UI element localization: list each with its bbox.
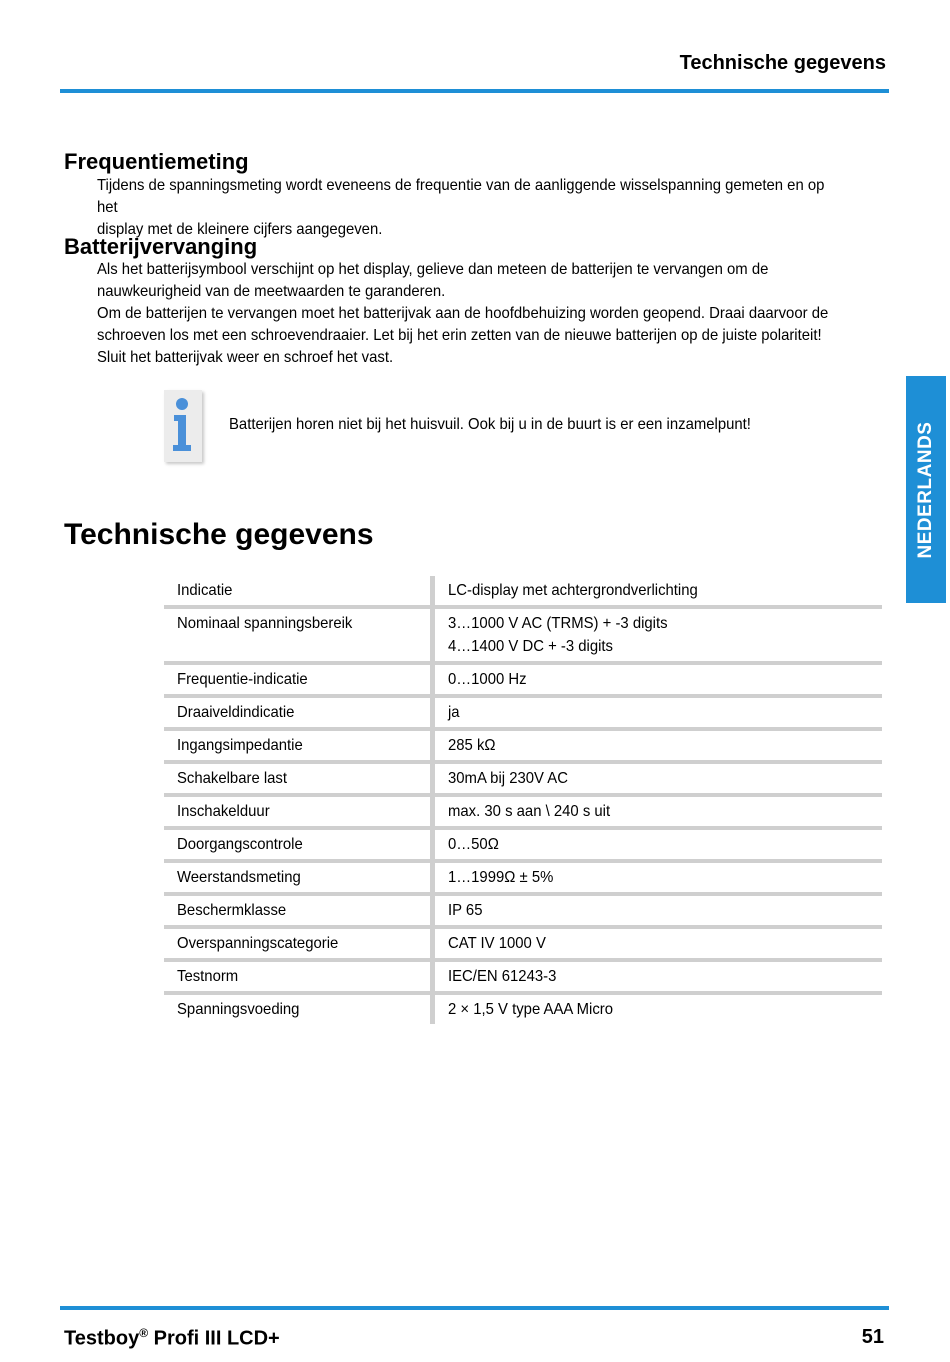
table-row	[164, 576, 882, 607]
spec-label-text: Indicatie	[177, 582, 233, 599]
spec-label-text: Doorgangscontrole	[177, 836, 303, 853]
spec-label	[164, 993, 433, 1024]
language-tab	[906, 376, 946, 603]
spec-value-text: LC-display met achtergrondverlichting	[448, 582, 698, 599]
table-row	[164, 795, 882, 828]
section-title-frequentiemeting: Frequentiemeting	[64, 149, 249, 174]
spec-value	[433, 729, 883, 762]
spec-label	[164, 795, 433, 828]
paragraph-frequentiemeting	[97, 175, 841, 241]
table-row	[164, 894, 882, 927]
footer-divider	[60, 1306, 889, 1310]
spec-label-text: Inschakelduur	[177, 803, 270, 820]
specs-title: Technische gegevens	[64, 518, 374, 551]
spec-label	[164, 576, 433, 607]
spec-value-text: IP 65	[448, 902, 483, 919]
spec-value	[433, 861, 883, 894]
table-row	[164, 696, 882, 729]
table-row	[164, 607, 882, 663]
spec-label-text: Testnorm	[177, 968, 239, 985]
spec-label	[164, 861, 433, 894]
paragraph-line: Tijdens de spanningsmeting wordt eveneens de frequentie van de aanliggende wisselspanning gemeten en op het	[97, 177, 825, 216]
spec-value	[433, 576, 883, 607]
spec-label	[164, 696, 433, 729]
spec-value-text: max. 30 s aan \ 240 s uit	[448, 803, 611, 820]
spec-label-text: Draaiveldindicatie	[177, 704, 295, 721]
spec-value-text: IEC/EN 61243-3	[448, 968, 557, 985]
spec-label-text: Ingangsimpedantie	[177, 737, 303, 754]
spec-label-text: Overspanningscategorie	[177, 935, 339, 952]
brand-name: Testboy	[64, 1327, 140, 1350]
spec-value-text: 2 × 1,5 V type AAA Micro	[448, 1001, 614, 1018]
footer-product-name	[64, 1326, 280, 1351]
spec-value-text: 0…1000 Hz	[448, 671, 527, 688]
spec-value-text: CAT IV 1000 V	[448, 935, 546, 952]
spec-value	[433, 894, 883, 927]
spec-value	[433, 927, 883, 960]
header-divider	[60, 89, 889, 93]
page-header-title: Technische gegevens	[679, 52, 886, 74]
info-icon	[164, 390, 202, 462]
table-row	[164, 960, 882, 993]
spec-value-text: 1…1999Ω ± 5%	[448, 869, 554, 886]
page-number: 51	[861, 1326, 884, 1348]
spec-label	[164, 894, 433, 927]
table-row	[164, 861, 882, 894]
spec-value-text: 30mA bij 230V AC	[448, 770, 568, 787]
spec-label-text: Spanningsvoeding	[177, 1001, 300, 1018]
spec-value	[433, 607, 883, 663]
spec-label	[164, 762, 433, 795]
registered-mark: ®	[139, 1326, 149, 1340]
table-row	[164, 729, 882, 762]
info-message: Batterijen horen niet bij het huisvuil. Ook bij u in de buurt is er een inzamelpunt!	[229, 416, 751, 433]
spec-value	[433, 993, 883, 1024]
spec-label-text: Nominaal spanningsbereik	[177, 615, 353, 632]
table-row	[164, 828, 882, 861]
table-row	[164, 762, 882, 795]
spec-value	[433, 960, 883, 993]
paragraph-line: Om de batterijen te vervangen moet het batterijvak aan de hoofdbehuizing worden geopend. Draai daarvoor de	[97, 305, 829, 322]
spec-value	[433, 795, 883, 828]
language-tab-label: NEDERLANDS	[915, 421, 936, 558]
section-title-batterijvervanging: Batterijvervanging	[64, 234, 258, 259]
paragraph-batterijvervanging	[97, 259, 841, 369]
specs-table	[164, 576, 882, 1024]
paragraph-line: schroeven los met een schroevendraaier. Let bij het erin zetten van de nieuwe batterijen op de juiste polariteit!	[97, 327, 822, 344]
info-box	[164, 390, 202, 462]
spec-value-text: 285 kΩ	[448, 737, 496, 754]
spec-label-text: Weerstandsmeting	[177, 869, 301, 886]
table-row	[164, 927, 882, 960]
spec-value	[433, 762, 883, 795]
spec-label-text: Schakelbare last	[177, 770, 288, 787]
table-row	[164, 993, 882, 1024]
spec-label	[164, 960, 433, 993]
spec-label	[164, 729, 433, 762]
spec-value-text: 4…1400 V DC + -3 digits	[448, 638, 614, 655]
spec-label	[164, 828, 433, 861]
spec-label	[164, 607, 433, 663]
spec-value-text: 0…50Ω	[448, 836, 499, 853]
paragraph-line: Als het batterijsymbool verschijnt op het display, gelieve dan meteen de batterijen te vervangen om de	[97, 261, 769, 278]
spec-value-text: ja	[448, 704, 460, 721]
spec-value	[433, 828, 883, 861]
spec-label	[164, 927, 433, 960]
spec-label-text: Frequentie-indicatie	[177, 671, 308, 688]
spec-label-text: Beschermklasse	[177, 902, 287, 919]
table-row	[164, 663, 882, 696]
spec-value	[433, 663, 883, 696]
spec-value-text: 3…1000 V AC (TRMS) + -3 digits	[448, 615, 668, 632]
paragraph-line: Sluit het batterijvak weer en schroef het vast.	[97, 349, 394, 366]
spec-value	[433, 696, 883, 729]
paragraph-line: nauwkeurigheid van de meetwaarden te garanderen.	[97, 283, 446, 300]
paragraph-line: display met de kleinere cijfers aangegeven.	[97, 221, 383, 238]
spec-label	[164, 663, 433, 696]
product-model: Profi III LCD+	[148, 1327, 280, 1350]
